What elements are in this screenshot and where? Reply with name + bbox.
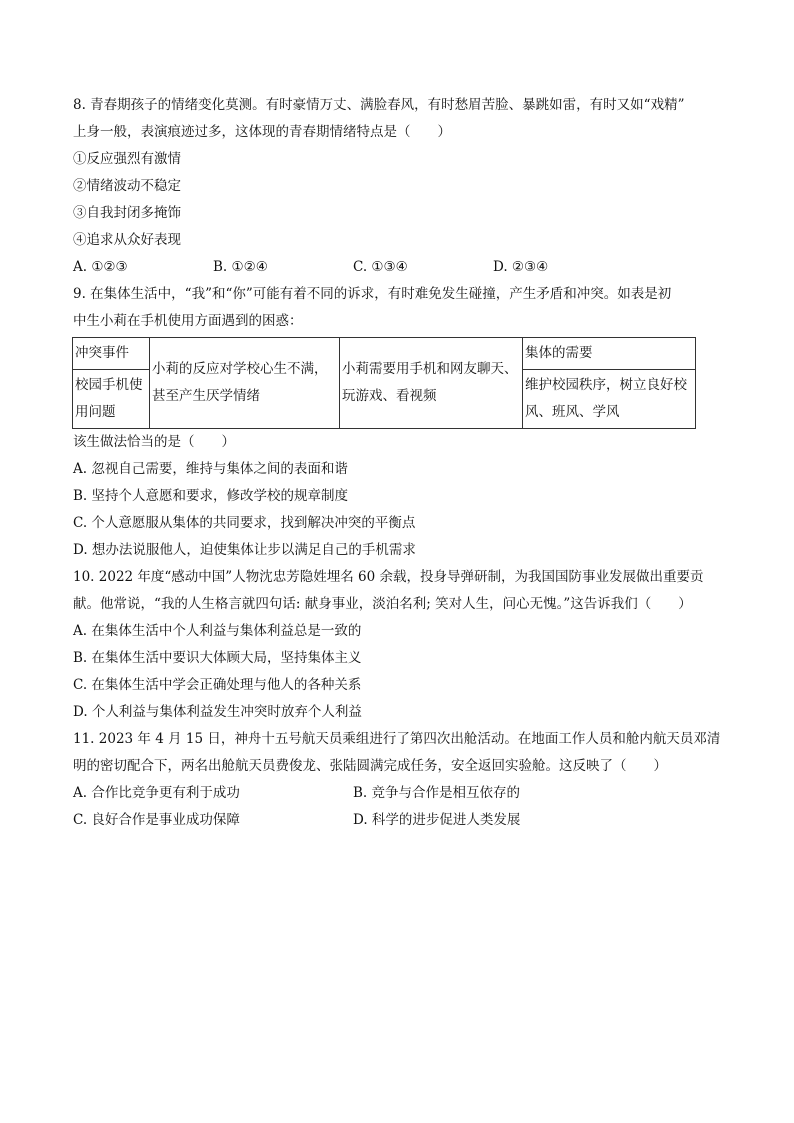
q8-item-3: ③自我封闭多掩饰 [73,205,181,221]
q10-option-d[interactable]: D. 个人利益与集体利益发生冲突时放弃个人利益 [73,704,362,720]
q9-question: 该生做法恰当的是（ ） [73,434,235,450]
q11-option-a[interactable]: A. 合作比竞争更有利于成功 [73,785,240,801]
table-cell-collective-need: 维护校园秩序，树立良好校 风、班风、学风 [523,370,696,429]
question-10 [73,564,723,726]
q8-option-c[interactable]: C. ①③④ [353,259,408,275]
q9-stem-line-2: 中生小莉在手机使用方面遇到的困惑： [73,313,303,329]
q11-option-b[interactable]: B. 竞争与合作是相互依存的 [353,785,521,801]
question-11 [73,726,723,834]
table-cell-head-conflict: 冲突事件 [73,338,150,370]
q10-stem-line-2: 献。他常说，“我的人生格言就四句话: 献身事业，淡泊名利; 笑对人生，问心无愧。”这告诉我们（ ） [73,596,692,612]
question-8 [73,92,723,281]
q9-option-a[interactable]: A. 忽视自己需要，维持与集体之间的表面和谐 [73,461,348,477]
q10-stem-line-1: 10. 2022 年度“感动中国”人物沈忠芳隐姓埋名 60 余载，投身导弹研制，为我国国防事业发展做出重要贡 [73,569,704,585]
q9-option-c[interactable]: C. 个人意愿服从集体的共同要求，找到解决冲突的平衡点 [73,515,416,531]
q8-options [73,254,723,281]
q8-item-4: ④追求从众好表现 [73,232,181,248]
q8-stem-line-2: 上身一般，表演痕迹过多，这体现的青春期情绪特点是（ ） [73,124,451,140]
exam-page [73,92,723,834]
q8-item-1: ①反应强烈有激情 [73,151,181,167]
q11-option-d[interactable]: D. 科学的进步促进人类发展 [353,812,521,828]
q10-option-c[interactable]: C. 在集体生活中学会正确处理与他人的各种关系 [73,677,362,693]
q10-option-b[interactable]: B. 在集体生活中要识大体顾大局，坚持集体主义 [73,650,362,666]
q11-option-c[interactable]: C. 良好合作是事业成功保障 [73,812,240,828]
table-cell-head-collective: 集体的需要 [523,338,696,370]
q9-stem-line-1: 9. 在集体生活中，“我”和“你”可能有着不同的诉求，有时难免发生碰撞，产生矛盾和冲突。如表是初 [73,286,672,302]
table-cell-need: 小莉需要用手机和网友聊天、 玩游戏、看视频 [340,338,523,429]
q9-conflict-table [72,337,696,429]
table-cell-event: 校园手机使 用问题 [73,370,150,429]
q9-option-d[interactable]: D. 想办法说服他人，迫使集体让步以满足自己的手机需求 [73,542,416,558]
question-9 [73,281,723,564]
q9-option-b[interactable]: B. 坚持个人意愿和要求，修改学校的规章制度 [73,488,349,504]
q8-item-2: ②情绪波动不稳定 [73,178,181,194]
q11-stem-line-2: 明的密切配合下，两名出舱航天员费俊龙、张陆圆满完成任务，安全返回实验舱。这反映了（ ） [73,758,667,774]
q11-options [73,780,723,834]
q8-stem-line-1: 8. 青春期孩子的情绪变化莫测。有时豪情万丈、满脸春风，有时愁眉苦脸、暴跳如雷，有时又如“戏精” [73,97,685,113]
table-cell-reaction: 小莉的反应对学校心生不满， 甚至产生厌学情绪 [150,338,340,429]
q8-option-d[interactable]: D. ②③④ [493,259,549,275]
q8-option-b[interactable]: B. ①②④ [213,259,268,275]
q8-option-a[interactable]: A. ①②③ [73,259,128,275]
q10-option-a[interactable]: A. 在集体生活中个人利益与集体利益总是一致的 [73,623,362,639]
q11-stem-line-1: 11. 2023 年 4 月 15 日，神舟十五号航天员乘组进行了第四次出舱活动。在地面工作人员和舱内航天员邓清 [73,731,721,747]
